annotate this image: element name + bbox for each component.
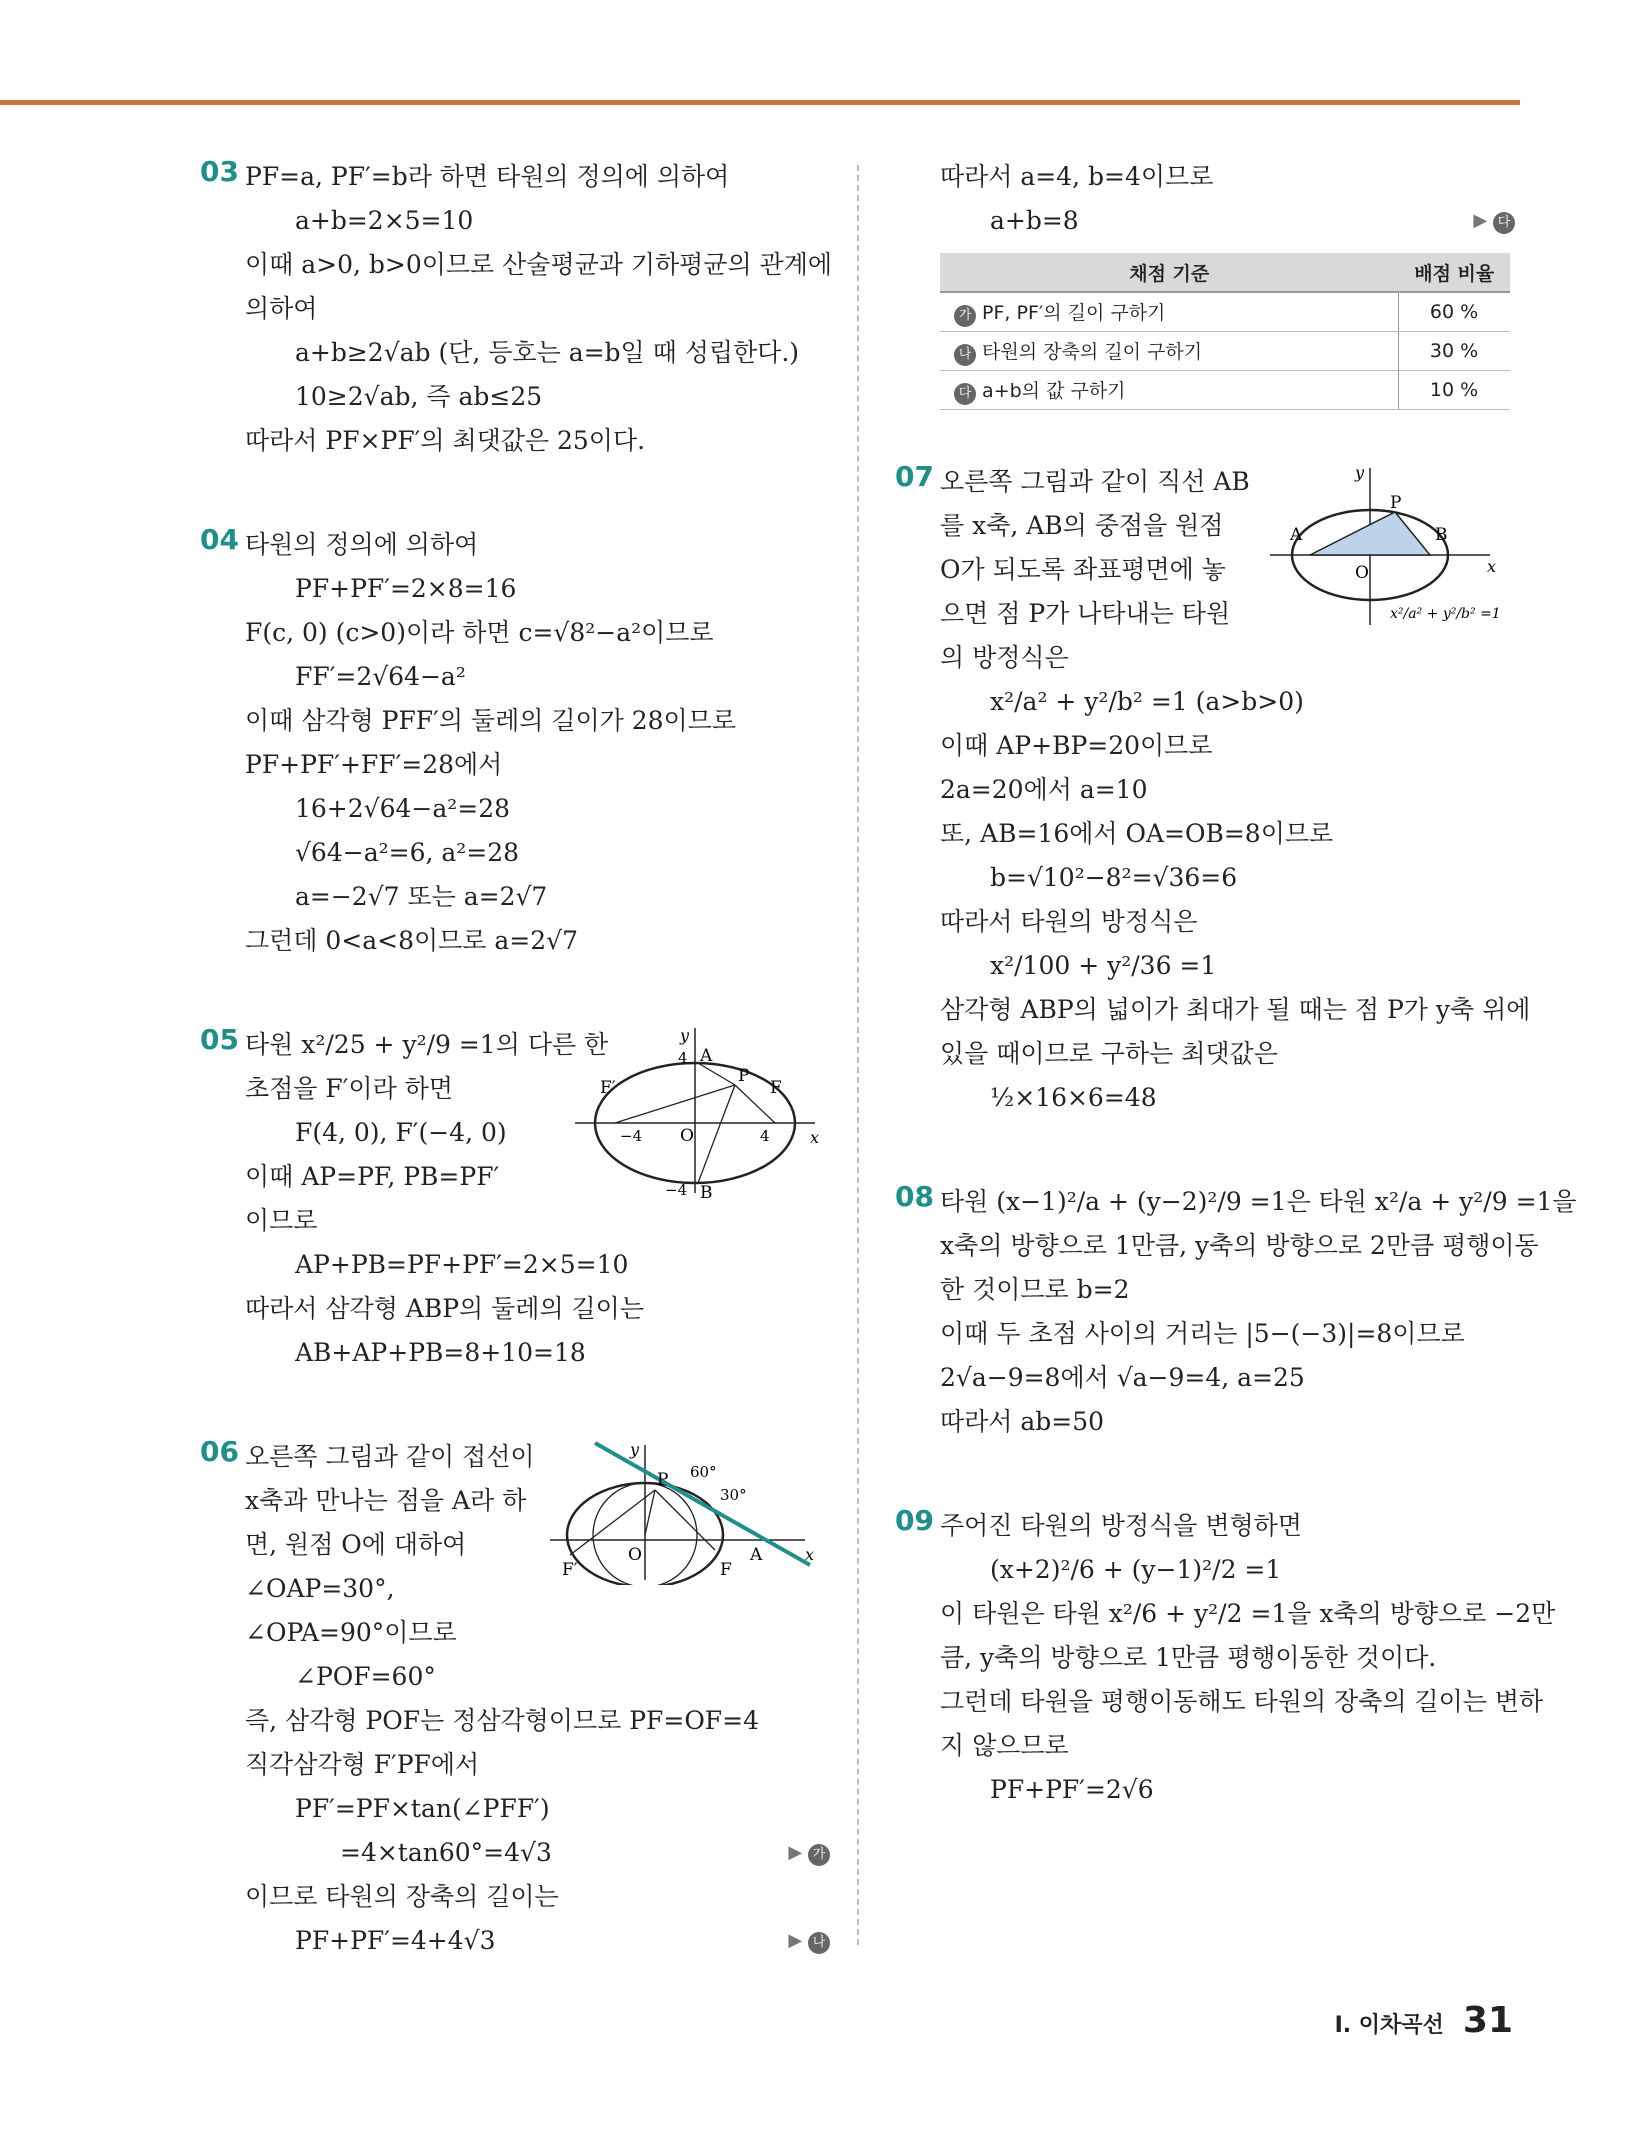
text-line: O가 되도록 좌표평면에 놓 <box>940 555 1226 584</box>
problem-06 <box>200 1435 830 1963</box>
marker-na: ▶ 나 <box>788 1919 830 1963</box>
row-ratio: 60 % <box>1399 292 1511 332</box>
text-line-with-marker <box>200 1919 830 1963</box>
text-line: 타원 x²/25 + y²/9 =1의 다른 한 <box>245 1030 609 1059</box>
text-line: 지 않으므로 <box>940 1731 1069 1760</box>
text-line: x축과 만나는 점을 A라 하 <box>245 1486 527 1515</box>
origin-o: O <box>628 1545 642 1565</box>
section-title: I. 이차곡선 <box>1334 2013 1444 2038</box>
marker-label: 다 <box>1493 212 1515 234</box>
text-line: PF+PF′+FF′=28에서 <box>245 750 503 779</box>
marker-ga: ▶ 가 <box>788 1831 830 1875</box>
text-line: AB+AP+PB=8+10=18 <box>295 1338 586 1367</box>
text-line: 이때 AP=PF, PB=PF′ <box>245 1162 500 1191</box>
problem-04 <box>200 523 830 963</box>
focus-f: F <box>720 1560 732 1580</box>
point-a: A <box>1290 525 1303 545</box>
problem-number: 05 <box>200 1023 239 1056</box>
column-divider <box>857 165 859 1945</box>
text-line: PF=a, PF′=b라 하면 타원의 정의에 의하여 <box>245 162 730 191</box>
header-ratio: 배점 비율 <box>1399 253 1511 292</box>
origin-o: O <box>680 1126 694 1146</box>
text-line: 있을 때이므로 구하는 최댓값은 <box>940 1039 1278 1068</box>
text-line: 따라서 a=4, b=4이므로 <box>940 162 1214 191</box>
right-column <box>895 155 1577 1872</box>
text-line: 를 x축, AB의 중점을 원점 <box>940 511 1224 540</box>
text-line: FF′=2√64−a² <box>295 662 466 691</box>
text-line: 16+2√64−a²=28 <box>295 794 511 823</box>
text-line: F(c, 0) (c>0)이라 하면 c=√8²−a²이므로 <box>245 618 714 647</box>
ellipse-figure-05 <box>570 1023 830 1203</box>
marker-label: 나 <box>808 1932 830 1954</box>
marker-label: 가 <box>808 1844 830 1866</box>
text-line: 이때 AP+BP=20이므로 <box>940 731 1213 760</box>
row-text: a+b의 값 구하기 <box>982 379 1126 402</box>
text-line: (x+2)²/6 + (y−1)²/2 =1 <box>990 1555 1282 1584</box>
text-line: 따라서 ab=50 <box>940 1407 1105 1436</box>
text-line: b=√10²−8²=√36=6 <box>990 863 1238 892</box>
text-line: 따라서 삼각형 ABP의 둘레의 길이는 <box>245 1294 644 1323</box>
text-line: PF+PF′=2√6 <box>990 1775 1154 1804</box>
text-line: 오른쪽 그림과 같이 직선 AB <box>940 467 1250 496</box>
problem-number: 08 <box>895 1180 934 1213</box>
text-line: 초점을 F′이라 하면 <box>245 1074 453 1103</box>
table-row <box>940 332 1510 371</box>
text-line: 따라서 PF×PF′의 최댓값은 25이다. <box>245 426 646 455</box>
text-line: 이므로 타원의 장축의 길이는 <box>245 1882 559 1911</box>
text-line: 한 것이므로 b=2 <box>940 1275 1130 1304</box>
text: =4×tan60°=4√3 <box>340 1838 552 1867</box>
point-a: A <box>700 1046 713 1066</box>
problem-05 <box>200 1023 830 1375</box>
text-line: 2√a−9=8에서 √a−9=4, a=25 <box>940 1363 1305 1392</box>
ellipse-figure-07 <box>1265 460 1505 630</box>
x-axis-label: x <box>810 1128 820 1147</box>
y-axis-label: y <box>630 1440 640 1459</box>
table-row <box>940 292 1510 332</box>
y-axis-label: y <box>680 1026 690 1045</box>
point-p: P <box>1390 493 1402 513</box>
text-line: F(4, 0), F′(−4, 0) <box>295 1118 507 1147</box>
problem-number: 04 <box>200 523 239 556</box>
text-line: 으면 점 P가 나타내는 타원 <box>940 599 1231 628</box>
text-line: ∠OAP=30°, <box>245 1574 395 1603</box>
text-line-with-marker <box>895 199 1515 243</box>
angle-30: 30° <box>720 1486 747 1504</box>
problem-number: 07 <box>895 460 934 493</box>
problem-07 <box>895 460 1531 1120</box>
text-line: 즉, 삼각형 POF는 정삼각형이므로 PF=OF=4 <box>245 1706 760 1735</box>
focus-f-prime: F′ <box>600 1078 616 1098</box>
text-line: ∠OPA=90°이므로 <box>245 1618 457 1647</box>
text-line: 의하여 <box>245 294 318 323</box>
text-line: 이때 a>0, b>0이므로 산술평균과 기하평균의 관계에 <box>245 250 832 279</box>
row-ratio: 10 % <box>1399 371 1511 410</box>
text-line: 의 방정식은 <box>940 643 1069 672</box>
header-criteria: 채점 기준 <box>940 253 1399 292</box>
x-axis-label: x <box>805 1545 815 1564</box>
page-footer <box>1335 2000 1513 2041</box>
focus-f: F <box>770 1078 782 1098</box>
text-line: 타원 (x−1)²/a + (y−2)²/9 =1은 타원 x²/a + y²/9 =1을 <box>940 1187 1577 1216</box>
text-line: √64−a²=6, a²=28 <box>295 838 520 867</box>
text-line: 주어진 타원의 방정식을 변형하면 <box>940 1511 1302 1540</box>
text-line: a=−2√7 또는 a=2√7 <box>295 882 548 911</box>
text-line: 또, AB=16에서 OA=OB=8이므로 <box>940 819 1334 848</box>
problem-08 <box>895 1180 1577 1444</box>
problem-06-continued <box>895 155 1515 243</box>
focus-f-prime: F′ <box>562 1560 578 1580</box>
marker-label: 다 <box>954 383 976 405</box>
text-line: 오른쪽 그림과 같이 접선이 <box>245 1442 535 1471</box>
scoring-table <box>940 253 1510 410</box>
text-line: 큼, y축의 방향으로 1만큼 평행이동한 것이다. <box>940 1643 1437 1672</box>
row-text: PF, PF′의 길이 구하기 <box>982 301 1166 324</box>
text-line: 이 타원은 타원 x²/6 + y²/2 =1을 x축의 방향으로 −2만 <box>940 1599 1556 1628</box>
text-line: ½×16×6=48 <box>990 1083 1157 1112</box>
text: a+b=8 <box>990 206 1079 235</box>
problem-09 <box>895 1504 1556 1812</box>
text-line: 그런데 타원을 평행이동해도 타원의 장축의 길이는 변하 <box>940 1687 1544 1716</box>
text-line: 2a=20에서 a=10 <box>940 775 1148 804</box>
row-ratio: 30 % <box>1399 332 1511 371</box>
y-axis-label: y <box>1355 463 1365 482</box>
text-line: a+b=2×5=10 <box>295 206 474 235</box>
row-mark <box>954 303 976 324</box>
text-line: 이때 삼각형 PFF′의 둘레의 길이가 28이므로 <box>245 706 736 735</box>
text-line: x²/100 + y²/36 =1 <box>990 951 1217 980</box>
problem-number: 03 <box>200 155 239 188</box>
point-a: A <box>750 1545 763 1565</box>
page-number: 31 <box>1462 2000 1513 2041</box>
tick-4-x: 4 <box>760 1127 770 1145</box>
point-b: B <box>700 1183 713 1203</box>
tick-4-y: 4 <box>678 1049 688 1067</box>
text-line: 10≥2√ab, 즉 ab≤25 <box>295 382 543 411</box>
x-axis-label: x <box>1487 557 1497 576</box>
row-mark <box>954 381 976 402</box>
problem-number: 06 <box>200 1435 239 1468</box>
angle-60: 60° <box>690 1463 717 1481</box>
tick-minus4-y: −4 <box>665 1181 688 1199</box>
text-line: PF+PF′=2×8=16 <box>295 574 517 603</box>
marker-label: 가 <box>954 305 976 327</box>
row-mark <box>954 342 976 363</box>
point-p: P <box>738 1066 750 1086</box>
tick-minus4-x: −4 <box>620 1127 643 1145</box>
text-line: a+b≥2√ab (단, 등호는 a=b일 때 성립한다.) <box>295 338 800 367</box>
text-line: 그런데 0<a<8이므로 a=2√7 <box>245 926 578 955</box>
text-line: AP+PB=PF+PF′=2×5=10 <box>295 1250 629 1279</box>
text-line: 따라서 타원의 방정식은 <box>940 907 1198 936</box>
marker-da: ▶ 다 <box>1473 199 1515 243</box>
row-text: 타원의 장축의 길이 구하기 <box>982 340 1203 363</box>
text-line: 이므로 <box>245 1206 318 1235</box>
text: PF+PF′=4+4√3 <box>295 1926 496 1955</box>
marker-label: 나 <box>954 344 976 366</box>
ellipse-equation: x²/a² + y²/b² =1 <box>1390 606 1501 622</box>
text-line: 삼각형 ABP의 넓이가 최대가 될 때는 점 P가 y축 위에 <box>940 995 1531 1024</box>
text-line: PF′=PF×tan(∠PFF′) <box>295 1794 550 1823</box>
left-column <box>200 155 830 2023</box>
origin-o: O <box>1355 563 1369 583</box>
text-line: 면, 원점 O에 대하여 <box>245 1530 467 1559</box>
top-rule <box>0 100 1520 105</box>
text-line: 타원의 정의에 의하여 <box>245 530 479 559</box>
point-b: B <box>1435 525 1448 545</box>
table-row <box>940 371 1510 410</box>
text-line: ∠POF=60° <box>295 1662 436 1691</box>
problem-number: 09 <box>895 1504 934 1537</box>
text-line: 이때 두 초점 사이의 거리는 |5−(−3)|=8이므로 <box>940 1319 1465 1348</box>
text-line: 직각삼각형 F′PF에서 <box>245 1750 480 1779</box>
text-line: x²/a² + y²/b² =1 (a>b>0) <box>990 687 1304 716</box>
point-p: P <box>657 1470 669 1490</box>
problem-03 <box>200 155 830 463</box>
text-line: x축의 방향으로 1만큼, y축의 방향으로 2만큼 평행이동 <box>940 1231 1539 1260</box>
text-line-with-marker <box>200 1831 830 1875</box>
ellipse-figure-06 <box>550 1435 830 1585</box>
